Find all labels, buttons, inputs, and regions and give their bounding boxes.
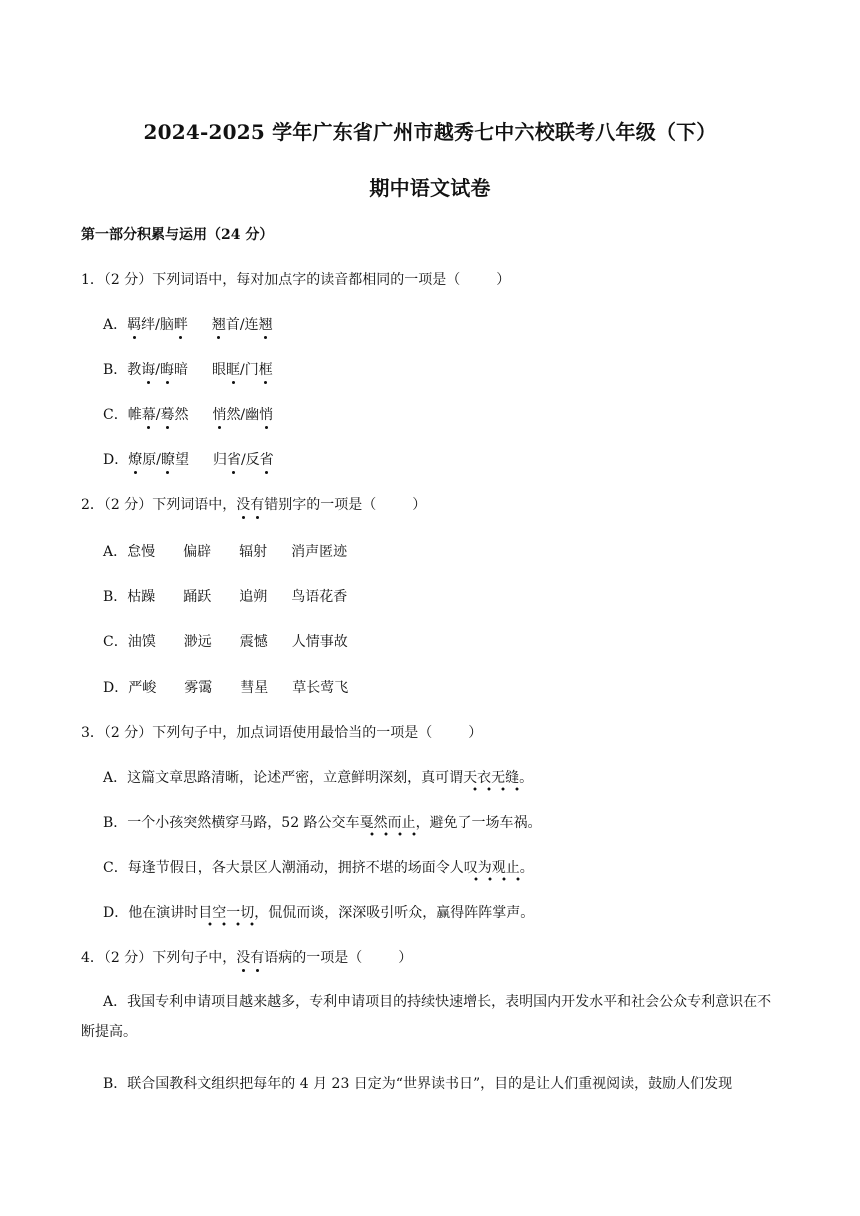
question-2-option-a: A．怠慢 偏辟 辐射 消声匿迹	[103, 544, 348, 560]
question-2-option-c: C．油馍 渺远 震憾 人情事故	[103, 634, 348, 650]
dotted-phrase: 天衣无缝	[463, 770, 519, 791]
question-1-option-d: D．燎原/瞭望 归省/反省	[103, 449, 274, 469]
section-heading: 第一部分积累与运用（24 分）	[81, 227, 274, 243]
question-3-stem: 3．（2 分）下列句子中，加点词语使用最恰当的一项是（ ）	[81, 725, 483, 741]
exam-title-line2: 期中语文试卷	[369, 176, 491, 200]
dotted-phrase: 目空一切	[198, 905, 254, 926]
question-3-option-c: C．每逢节假日，各大景区人潮涌动，拥挤不堪的场面令人叹为观止。	[103, 857, 534, 877]
question-4-option-b: B．联合国教科文组织把每年的 4 月 23 日定为“世界读书日”，目的是让人们重视阅读，鼓励人们发现	[103, 1076, 733, 1092]
exam-title-line1: 2024-2025 学年广东省广州市越秀七中六校联考八年级（下）	[143, 120, 717, 144]
dotted-phrase: 叹为观止	[464, 860, 520, 881]
question-3-option-b: B．一个小孩突然横穿马路，52 路公交车戛然而止，避免了一场车祸。	[103, 812, 542, 832]
question-1-option-c: C．帷幕/蓦然 悄然/幽悄	[103, 404, 273, 424]
question-3-option-a: A．这篇文章思路清晰，论述严密，立意鲜明深刻，真可谓天衣无缝。	[103, 767, 533, 787]
question-3-option-d: D．他在演讲时目空一切，侃侃而谈，深深吸引听众，赢得阵阵掌声。	[103, 902, 534, 922]
question-2-option-d: D．严峻 雾霭 彗星 草长莺飞	[103, 680, 349, 696]
dotted-phrase: 戛然而止	[360, 815, 416, 836]
question-2-option-b: B．枯躁 踊跃 追朔 鸟语花香	[103, 589, 348, 605]
question-1-option-b: B．教诲/晦暗 眼眶/门框	[103, 359, 273, 379]
question-4-stem: 4．（2 分）下列句子中，没有语病的一项是（ ）	[81, 947, 412, 967]
question-1-stem: 1．（2 分）下列词语中，每对加点字的读音都相同的一项是（ ）	[81, 272, 511, 288]
question-2-stem: 2．（2 分）下列词语中，没有错别字的一项是（ ）	[81, 494, 426, 514]
question-1-option-a: A．羁绊/脑畔 翘首/连翘	[103, 314, 273, 334]
question-4-option-a: A．我国专利申请项目越来越多，专利申请项目的持续快速增长，表明国内开发水平和社会公众专利意识在不断提高。	[81, 994, 772, 1040]
